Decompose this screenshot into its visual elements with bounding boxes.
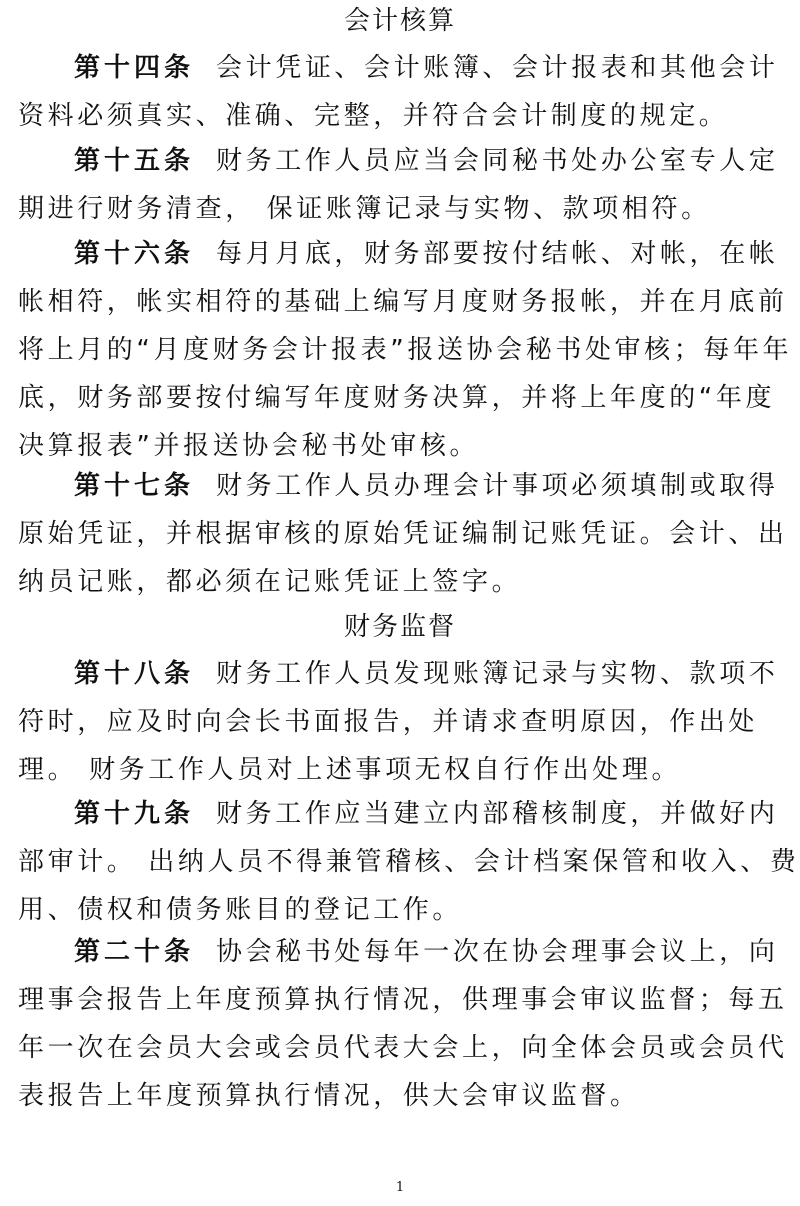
article-19 <box>18 790 800 934</box>
article-text: 财务工作人员发现账簿记录与实物、款项不符时，应及时向会长书面报告，并请求查明原因，作出处理。 财务工作人员对上述事项无权自行作出处理。 <box>18 659 779 785</box>
article-label: 第十八条 <box>74 659 195 689</box>
article-14 <box>18 44 800 140</box>
article-text: 协会秘书处每年一次在协会理事会议上，向理事会报告上年度预算执行情况，供理事会审议监督；每五年一次在会员大会或会员代表大会上，向全体会员或会员代表报告上年度预算执行情况，供大会审议监督。 <box>18 937 788 1111</box>
article-text: 财务工作人员办理会计事项必须填制或取得原始凭证，并根据审核的原始凭证编制记账凭证。会计、出纳员记账，都必须在记账凭证上签字。 <box>18 471 788 597</box>
article-16 <box>18 230 800 470</box>
article-label: 第二十条 <box>74 937 195 967</box>
article-text: 财务工作人员应当会同秘书处办公室专人定期进行财务清查， 保证账簿记录与实物、款项相符。 <box>18 146 779 224</box>
article-20 <box>18 928 800 1120</box>
article-text: 财务工作应当建立内部稽核制度，并做好内部审计。 出纳人员不得兼管稽核、会计档案保管和收入、费用、债权和债务账目的登记工作。 <box>18 799 800 925</box>
section-heading-accounting: 会计核算 <box>343 6 456 36</box>
article-15 <box>18 137 800 233</box>
article-text: 会计凭证、会计账簿、会计报表和其他会计资料必须真实、准确、完整，并符合会计制度的规定。 <box>18 53 779 131</box>
article-label: 第十七条 <box>74 471 195 501</box>
section-heading-supervision: 财务监督 <box>343 612 456 642</box>
article-17 <box>18 462 800 606</box>
article-text: 每月月底，财务部要按付结帐、对帐，在帐帐相符，帐实相符的基础上编写月度财务报帐，并在月底前将上月的“月度财务会计报表”报送协会秘书处审核；每年年底，财务部要按付编写年度财务决算，并将上年度的“年度决算报表”并报送协会秘书处审核。 <box>18 239 793 461</box>
article-label: 第十六条 <box>74 239 195 269</box>
article-label: 第十四条 <box>74 53 195 83</box>
page-number: 1 <box>395 1180 405 1195</box>
article-label: 第十九条 <box>74 799 195 829</box>
article-label: 第十五条 <box>74 146 195 176</box>
article-18 <box>18 650 800 794</box>
